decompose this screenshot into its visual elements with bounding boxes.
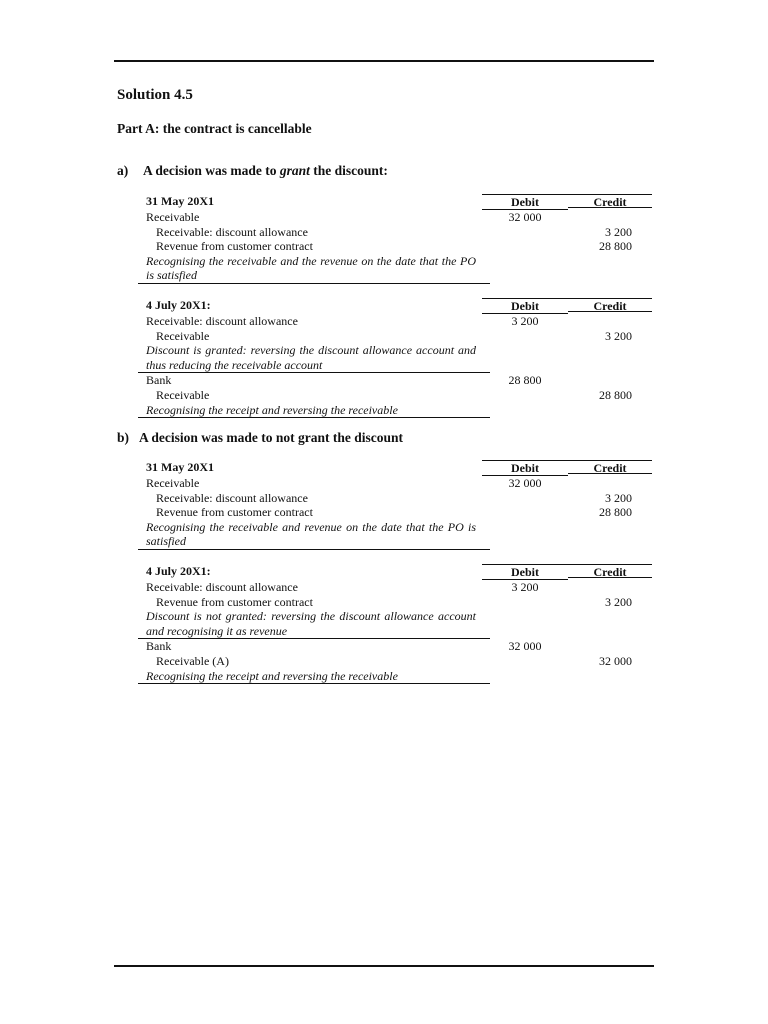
debit-header: Debit <box>482 564 568 580</box>
journal-line <box>146 239 652 254</box>
journal-line <box>146 580 652 595</box>
journal-header <box>146 460 652 476</box>
narration-row <box>138 520 490 550</box>
narration: Recognising the receipt and reversing the receivable <box>146 402 398 417</box>
debit-amount: 32 000 <box>508 210 542 224</box>
journal-header <box>146 564 652 580</box>
journal-entry-b2 <box>146 564 652 684</box>
account-name: Receivable <box>146 476 200 490</box>
credit-amount: 28 800 <box>599 505 632 520</box>
narration-row <box>138 343 490 373</box>
credit-amount: 3 200 <box>605 490 632 505</box>
journal-entry-b1 <box>146 460 652 550</box>
journal-entry-a1 <box>146 194 652 284</box>
section-b-heading <box>117 430 403 446</box>
credit-amount: 28 800 <box>599 387 632 402</box>
journal-line <box>146 329 652 344</box>
part-heading: Part A: the contract is cancellable <box>117 121 312 136</box>
debit-amount: 3 200 <box>511 314 539 328</box>
section-marker: a) <box>117 163 129 178</box>
journal-line <box>146 210 652 225</box>
journal-line <box>146 505 652 520</box>
debit-amount: 3 200 <box>511 580 539 594</box>
journal-line <box>146 314 652 329</box>
entry-date: 4 July 20X1: <box>146 564 211 578</box>
narration-row <box>138 254 490 284</box>
journal-line <box>146 225 652 240</box>
account-name: Receivable: discount allowance <box>146 314 298 328</box>
journal-line <box>146 639 652 654</box>
narration: Discount is granted: reversing the discount allowance account and thus reducing the receivable account <box>146 343 476 372</box>
narration: Recognising the receipt and reversing the receivable <box>146 668 398 683</box>
journal-line <box>146 476 652 491</box>
debit-header: Debit <box>482 298 568 314</box>
bottom-rule <box>114 965 654 967</box>
credit-header: Credit <box>568 564 652 578</box>
account-name: Revenue from customer contract <box>156 505 313 520</box>
account-name: Receivable: discount allowance <box>146 580 298 594</box>
heading-emphasis: grant <box>279 163 310 178</box>
account-name: Receivable (A) <box>156 653 229 668</box>
debit-header: Debit <box>482 194 568 210</box>
heading-text: A decision was made to <box>143 163 280 178</box>
journal-header <box>146 298 652 314</box>
entry-date: 4 July 20X1: <box>146 298 211 312</box>
narration-row <box>138 403 490 419</box>
debit-amount: 28 800 <box>508 373 542 388</box>
debit-amount: 32 000 <box>508 476 542 490</box>
journal-entry-a2 <box>146 298 652 418</box>
journal-line <box>146 373 652 388</box>
page-title: Solution 4.5 <box>117 87 193 103</box>
credit-header: Credit <box>568 298 652 312</box>
account-name: Receivable <box>156 328 210 343</box>
narration: Recognising the receivable and the revenue on the date that the PO is satisfied <box>146 253 476 283</box>
account-name: Bank <box>146 639 172 654</box>
account-name: Revenue from customer contract <box>156 594 313 609</box>
credit-amount: 32 000 <box>599 653 632 668</box>
credit-amount: 3 200 <box>605 328 632 343</box>
account-name: Revenue from customer contract <box>156 239 313 254</box>
account-name: Receivable <box>156 387 210 402</box>
credit-amount: 28 800 <box>599 239 632 254</box>
journal-line <box>146 654 652 669</box>
heading-text: the discount: <box>309 163 388 178</box>
debit-amount: 32 000 <box>508 639 542 654</box>
credit-amount: 3 200 <box>605 594 632 609</box>
journal-header <box>146 194 652 210</box>
narration-row <box>138 669 490 685</box>
narration-row <box>138 609 490 639</box>
heading-text: A decision was made to not grant the discount <box>139 430 404 445</box>
journal-line <box>146 491 652 506</box>
account-name: Receivable <box>146 210 200 224</box>
journal-line <box>146 595 652 610</box>
journal-line <box>146 388 652 403</box>
entry-date: 31 May 20X1 <box>146 460 214 474</box>
account-name: Bank <box>146 373 172 388</box>
account-name: Receivable: discount allowance <box>156 490 308 505</box>
debit-header: Debit <box>482 460 568 476</box>
section-marker: b) <box>117 430 130 445</box>
credit-amount: 3 200 <box>605 224 632 239</box>
credit-header: Credit <box>568 194 652 208</box>
entry-date: 31 May 20X1 <box>146 194 214 208</box>
top-rule <box>114 60 654 62</box>
credit-header: Credit <box>568 460 652 474</box>
section-a-heading <box>117 163 388 179</box>
narration: Discount is not granted: reversing the discount allowance account and recognising it as revenue <box>146 609 476 638</box>
account-name: Receivable: discount allowance <box>156 224 308 239</box>
narration: Recognising the receivable and revenue on the date that the PO is satisfied <box>146 519 476 549</box>
